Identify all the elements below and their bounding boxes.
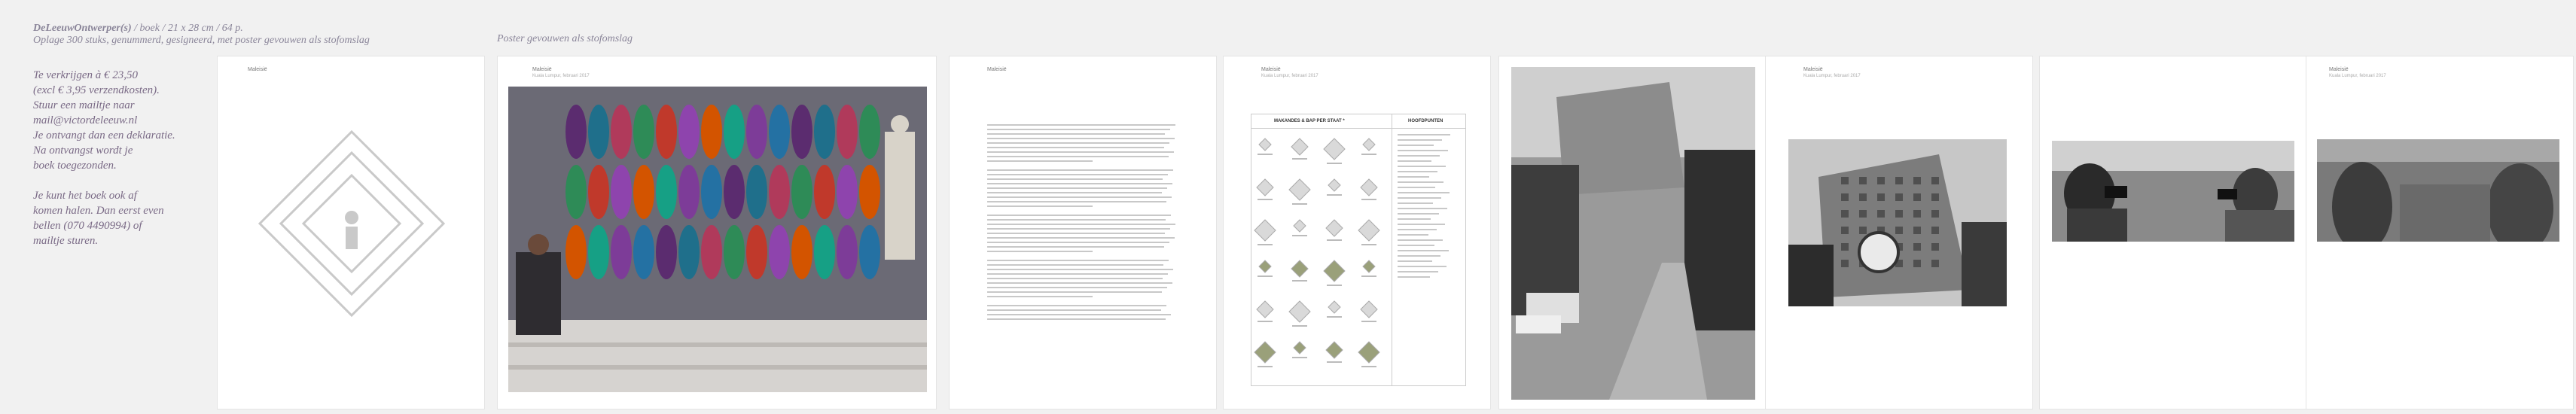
text-line — [987, 237, 1175, 239]
text-line — [987, 151, 1174, 153]
text-line — [1398, 245, 1434, 246]
text-line — [987, 287, 1167, 288]
scarf-shape — [701, 225, 722, 279]
state-cell — [1257, 179, 1273, 200]
scarf-shape — [791, 225, 812, 279]
state-cell — [1358, 220, 1379, 245]
scarf-shape — [859, 105, 880, 159]
scarf-shape — [746, 165, 767, 219]
page-heading: Maleisië Kuala Lumpur, februari 2017 — [532, 67, 590, 78]
street-photo — [1511, 67, 1755, 400]
book-page-photographers — [2039, 56, 2307, 409]
book-page-maps — [1223, 56, 1491, 409]
window-shape — [1913, 177, 1921, 184]
text-line — [987, 219, 1166, 221]
building-photo — [1788, 139, 2007, 306]
text-line — [987, 269, 1173, 270]
pickup-paragraph: Je kunt het boek ook af komen halen. Dan eerst even bellen (070 4490994) of mailtje sturen. — [33, 190, 164, 247]
page-heading: Maleisië — [987, 67, 1007, 72]
text-line — [1398, 255, 1440, 257]
text-line — [987, 224, 1175, 225]
text-line — [1398, 171, 1437, 172]
text-line — [1398, 150, 1448, 151]
text-line — [1398, 260, 1432, 262]
scarf-shape — [814, 165, 835, 219]
book-page-text — [949, 56, 1217, 409]
scarf-shape — [678, 225, 700, 279]
window-shape — [1895, 210, 1903, 218]
shop-photo — [508, 87, 927, 392]
state-cell — [1326, 220, 1343, 241]
window-shape — [1877, 210, 1885, 218]
window-shape — [1841, 243, 1849, 251]
window-shape — [1913, 260, 1921, 267]
scarf-shape — [724, 105, 745, 159]
text-line — [1398, 197, 1441, 199]
window-shape — [1841, 227, 1849, 234]
text-line — [987, 305, 1166, 306]
body-text-lines — [987, 124, 1183, 323]
text-line — [1398, 155, 1440, 157]
page-heading: Maleisië Kuala Lumpur, februari 2017 — [1261, 67, 1318, 78]
state-cell — [1292, 342, 1307, 358]
window-shape — [1931, 227, 1939, 234]
state-cell — [1257, 301, 1273, 322]
window-shape — [1841, 210, 1849, 218]
scarf-shape — [588, 165, 609, 219]
scarf-shape — [678, 165, 700, 219]
text-line — [987, 174, 1168, 175]
window-shape — [1931, 193, 1939, 201]
order-info — [33, 68, 206, 263]
scarf-shape — [633, 105, 654, 159]
text-line — [1398, 202, 1433, 204]
scarf-shape — [701, 105, 722, 159]
text-line — [987, 296, 1093, 297]
text-line — [987, 233, 1165, 234]
text-line — [1398, 160, 1431, 162]
window-shape — [1895, 177, 1903, 184]
window-shape — [1841, 177, 1849, 184]
state-cell — [1358, 342, 1379, 367]
order-paragraph: Te verkrijgen à € 23,50 (excl € 3,95 verzendkosten). Stuur een mailtje naar mail@victordeleeuw.nl Je ontvangt dan een deklaratie. Na ontvangst wordt je boek toegezonden. — [33, 69, 175, 172]
scarf-shape — [678, 105, 700, 159]
book-title: DeLeeuwOntwerper(s) / boek / 21 x 28 cm / 64 p. — [33, 23, 243, 34]
table-title-left: MAKANDES & BAP PER STAAT * — [1274, 119, 1345, 123]
window-shape — [1859, 210, 1867, 218]
window-shape — [1913, 210, 1921, 218]
state-cell — [1291, 139, 1308, 160]
text-line — [987, 309, 1161, 311]
text-line — [1398, 224, 1445, 225]
window-shape — [1859, 227, 1867, 234]
book-page-street — [1498, 56, 1767, 409]
state-cell — [1361, 260, 1376, 277]
scarf-shape — [769, 225, 790, 279]
scarf-shape — [701, 165, 722, 219]
state-cell — [1291, 260, 1308, 282]
text-line — [987, 187, 1167, 189]
window-shape — [1913, 243, 1921, 251]
scarf-shape — [656, 165, 677, 219]
text-line — [987, 160, 1093, 162]
page-heading: Maleisië Kuala Lumpur, februari 2017 — [2329, 67, 2386, 78]
scarf-shape — [837, 105, 858, 159]
text-line — [1398, 176, 1429, 178]
text-line — [1398, 218, 1431, 220]
states-table — [1251, 114, 1466, 386]
scarf-shape — [566, 105, 587, 159]
text-line — [987, 318, 1166, 320]
text-line — [987, 215, 1171, 216]
scarf-shape — [633, 165, 654, 219]
diamond-logo-icon — [218, 56, 486, 410]
scarf-shape — [588, 105, 609, 159]
state-cell — [1254, 342, 1276, 367]
text-line — [987, 156, 1169, 157]
scarf-shape — [791, 165, 812, 219]
scarf-shape — [611, 165, 632, 219]
book-subtitle: Oplage 300 stuks, genummerd, gesigneerd, met poster gevouwen als stofomslag — [33, 35, 370, 46]
scarf-shape — [633, 225, 654, 279]
text-line — [987, 192, 1162, 193]
state-cell — [1327, 179, 1342, 196]
photographers-photo — [2052, 141, 2294, 242]
text-line — [1398, 145, 1434, 146]
book-page-cover — [217, 56, 485, 409]
window-shape — [1913, 193, 1921, 201]
text-line — [987, 228, 1170, 230]
text-line — [1398, 239, 1443, 241]
state-cell — [1292, 220, 1307, 236]
scarf-shape — [611, 105, 632, 159]
window-shape — [1859, 177, 1867, 184]
text-line — [987, 124, 1175, 126]
text-line — [987, 196, 1172, 198]
scarf-shape — [814, 105, 835, 159]
state-maps-grid — [1251, 129, 1392, 385]
text-line — [987, 205, 1093, 207]
state-cell — [1361, 179, 1377, 200]
state-cell — [1258, 139, 1273, 155]
text-line — [987, 273, 1168, 275]
text-line — [987, 147, 1164, 148]
table-title-right: HOOFDPUNTEN — [1408, 119, 1443, 123]
scarf-shape — [746, 105, 767, 159]
text-line — [987, 178, 1163, 180]
window-shape — [1859, 193, 1867, 201]
text-line — [987, 314, 1171, 315]
scarf-shape — [791, 105, 812, 159]
state-cell — [1258, 260, 1273, 277]
state-cell — [1361, 139, 1376, 155]
window-shape — [1931, 260, 1939, 267]
text-line — [987, 142, 1169, 144]
scarf-shape — [566, 225, 587, 279]
window-shape — [1877, 193, 1885, 201]
text-line — [987, 264, 1163, 266]
scarf-shape — [837, 165, 858, 219]
text-line — [987, 242, 1169, 243]
scarf-shape — [724, 165, 745, 219]
text-line — [987, 278, 1163, 279]
text-line — [987, 260, 1169, 261]
scarf-shape — [566, 165, 587, 219]
state-cell — [1289, 179, 1310, 205]
window-shape — [1931, 210, 1939, 218]
page-heading: Maleisië — [248, 67, 267, 72]
scarf-shape — [814, 225, 835, 279]
scarf-shape — [656, 225, 677, 279]
state-cell — [1361, 301, 1377, 322]
text-line — [987, 251, 1093, 252]
text-line — [1398, 134, 1450, 135]
email-link[interactable]: mail@victordeleeuw.nl — [33, 114, 138, 126]
window-shape — [1877, 177, 1885, 184]
window-shape — [1895, 227, 1903, 234]
state-cell — [1254, 220, 1276, 245]
state-cell — [1289, 301, 1310, 327]
scarf-shape — [859, 165, 880, 219]
book-page-photo — [497, 56, 937, 409]
window-shape — [1841, 260, 1849, 267]
text-line — [1398, 266, 1447, 267]
window-shape — [1841, 193, 1849, 201]
text-line — [1398, 271, 1438, 272]
text-line — [1398, 192, 1450, 193]
book-page-women — [2306, 56, 2574, 409]
text-line — [1398, 187, 1435, 188]
scarf-shape — [859, 225, 880, 279]
state-cell — [1324, 139, 1345, 164]
scarf-shape — [769, 165, 790, 219]
text-line — [987, 169, 1173, 171]
scarf-shape — [837, 225, 858, 279]
text-line — [987, 133, 1165, 135]
text-line — [987, 183, 1172, 184]
text-line — [1398, 276, 1430, 278]
scarf-shape — [588, 225, 609, 279]
text-line — [987, 201, 1166, 202]
state-cell — [1326, 342, 1343, 363]
text-line — [987, 246, 1164, 248]
poster-caption: Poster gevouwen als stofomslag — [497, 33, 633, 44]
state-cell — [1324, 260, 1345, 286]
text-line — [1398, 229, 1437, 230]
text-line — [1398, 208, 1447, 209]
text-line — [1398, 250, 1449, 251]
hoofdpunten-list — [1398, 134, 1461, 282]
women-photo — [2317, 139, 2559, 242]
text-line — [1398, 213, 1439, 215]
text-line — [1398, 234, 1428, 236]
text-line — [987, 138, 1175, 139]
text-line — [987, 291, 1162, 293]
scarf-shape — [724, 225, 745, 279]
text-line — [987, 129, 1170, 130]
scarf-shape — [746, 225, 767, 279]
window-shape — [1931, 243, 1939, 251]
page-heading: Maleisië Kuala Lumpur, februari 2017 — [1803, 67, 1861, 78]
text-line — [1398, 181, 1443, 183]
window-shape — [1931, 177, 1939, 184]
book-page-building — [1765, 56, 2033, 409]
state-cell — [1327, 301, 1342, 318]
text-line — [987, 282, 1172, 284]
window-shape — [1895, 193, 1903, 201]
scarf-shape — [769, 105, 790, 159]
text-line — [1398, 139, 1442, 141]
scarf-shape — [611, 225, 632, 279]
text-line — [1398, 166, 1446, 167]
window-shape — [1913, 227, 1921, 234]
scarf-shape — [656, 105, 677, 159]
